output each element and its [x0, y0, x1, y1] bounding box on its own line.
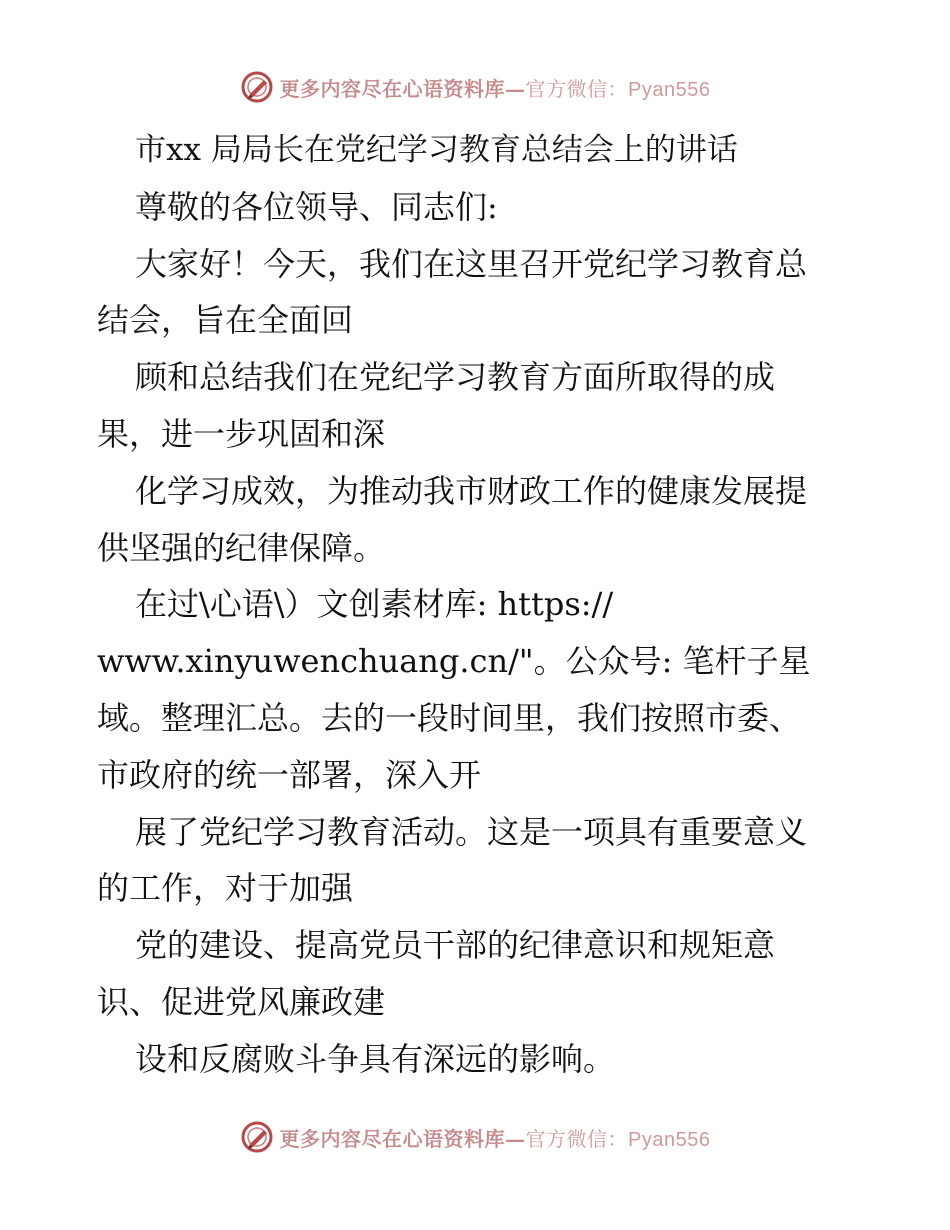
text-line: 大家好！今天，我们在这里召开党纪学习教育总: [135, 244, 808, 283]
text-line: www.xinyuwenchuang.cn/"。公众号: 笔杆子星: [97, 642, 811, 681]
text-line: 化学习成效，为推动我市财政工作的健康发展提: [135, 471, 808, 510]
text-line: 的工作，对于加强: [97, 869, 354, 908]
text-line: 展了党纪学习教育活动。这是一项具有重要意义: [135, 812, 808, 851]
watermark-wechat: 官方微信：Pyan556: [525, 78, 711, 101]
text-line: 党的建设、提高党员干部的纪律意识和规矩意: [135, 926, 776, 965]
text-line: 识、促进党风廉政建: [97, 982, 386, 1021]
pen-logo-icon: [240, 70, 274, 104]
pen-logo-icon: [240, 1120, 274, 1154]
watermark-dash: —: [505, 76, 526, 101]
text-line: 域。整理汇总。去的一段时间里，我们按照市委、: [97, 698, 802, 737]
watermark-brand: 更多内容尽在心语资料库: [279, 76, 506, 101]
watermark-text: [280, 73, 711, 102]
text-line: 在过\心语\）文创素材库: https://: [135, 585, 614, 624]
text-line: 设和反腐败斗争具有深远的影响。: [135, 1039, 616, 1078]
watermark-brand: 更多内容尽在心语资料库: [279, 1126, 506, 1151]
watermark-text: [280, 1123, 711, 1152]
text-line: 顾和总结我们在党纪学习教育方面所取得的成: [135, 358, 776, 397]
footer-watermark: [0, 1120, 950, 1154]
text-line: 供坚强的纪律保障。: [97, 528, 386, 567]
text-line: 果，进一步巩固和深: [97, 414, 386, 453]
text-line: 结会，旨在全面回: [97, 301, 354, 340]
text-line: 市政府的统一部署，深入开: [97, 755, 482, 794]
watermark-wechat: 官方微信：Pyan556: [525, 1128, 711, 1151]
watermark-dash: —: [505, 1126, 526, 1151]
text-line: 尊敬的各位领导、同志们:: [135, 187, 498, 226]
document-title: 市xx 局局长在党纪学习教育总结会上的讲话: [135, 132, 738, 168]
document-body: [97, 122, 857, 1088]
header-watermark: [0, 70, 950, 104]
